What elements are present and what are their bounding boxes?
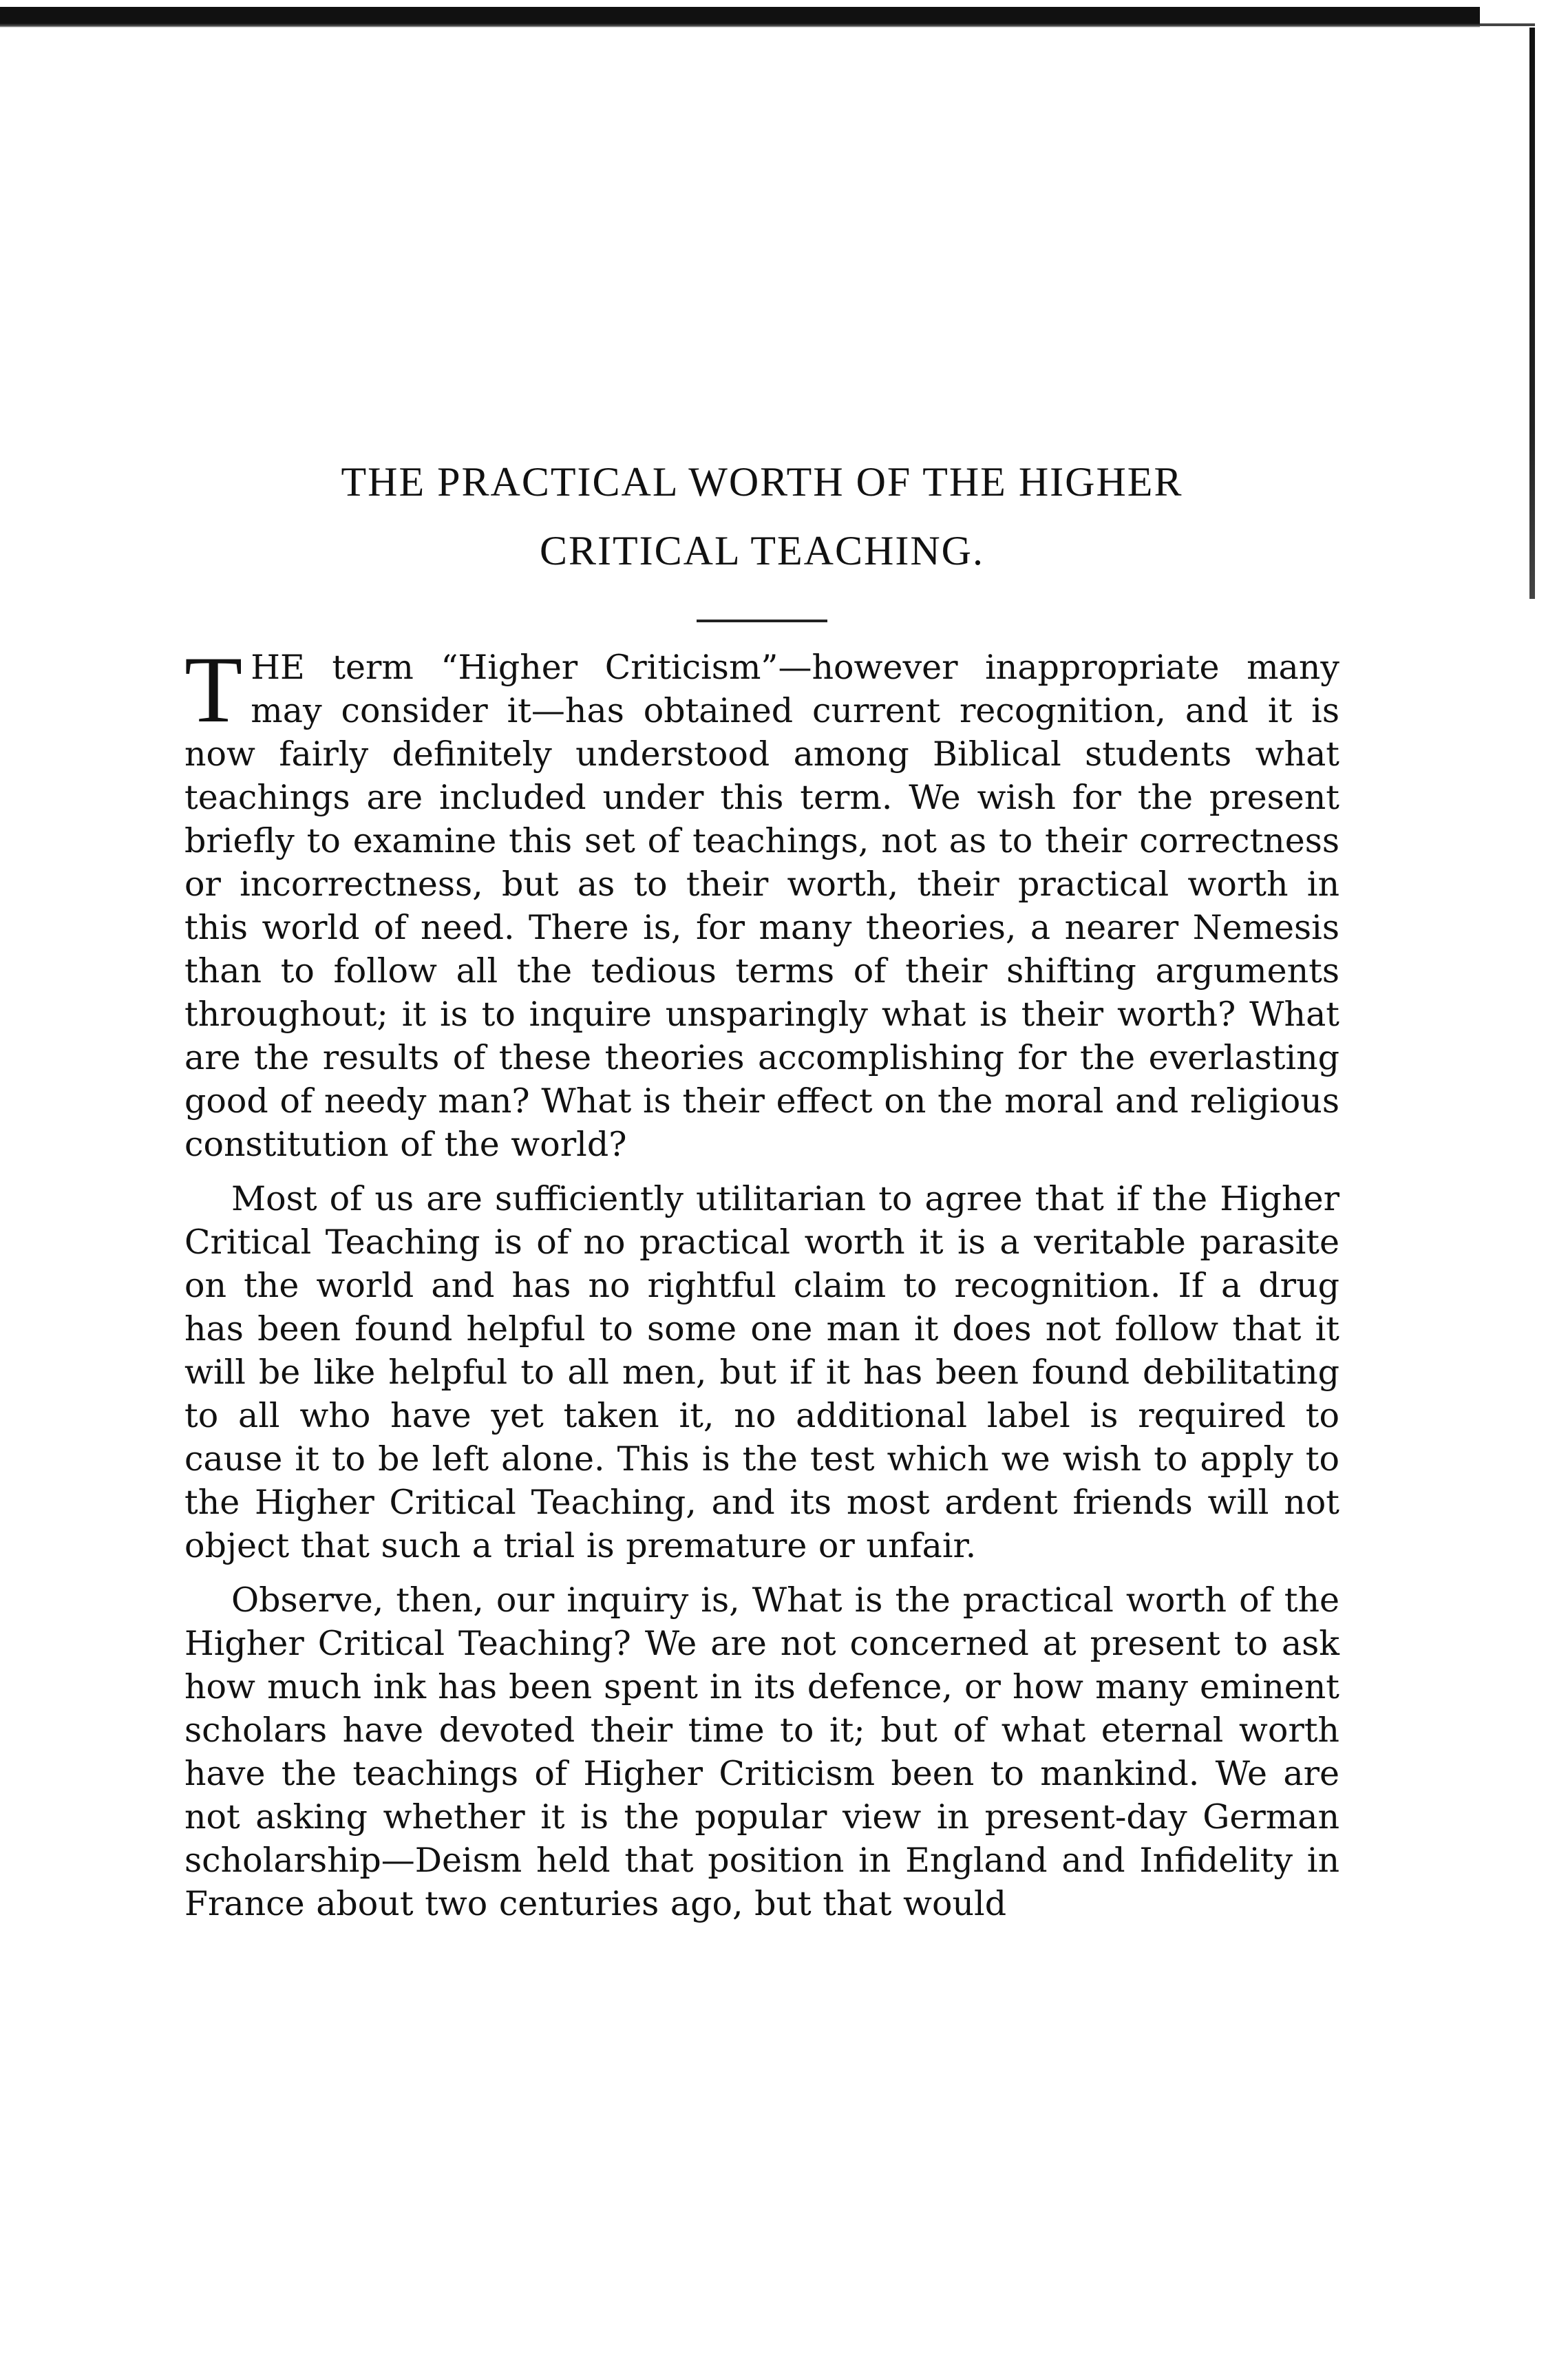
scan-right-edge — [1529, 28, 1535, 599]
title-divider — [697, 620, 827, 622]
scan-top-border-tail — [1480, 23, 1535, 26]
drop-cap: T — [184, 637, 243, 742]
paragraph-2: Most of us are sufficiently utilitarian to agree that if the Higher Critical Teaching is of no practical worth it is a veritable parasite on the world and has no rightful claim to recognition. If a drug has been found helpful to some one man it does not follow that it will be like helpful to all men, but if it has been found debilitating to all who have yet taken it, no additional label is required to cause it to be left alone. This is the test which we wish to apply to the Higher Critical Teaching, and its most ardent friends will not object that such a trial is premature or unfair. — [184, 1179, 1339, 1565]
article-title — [184, 447, 1339, 585]
paragraph-3: Observe, then, our inquiry is, What is the practical worth of the Higher Critical Teaching? We are not concerned at present to ask how much ink has been spent in its defence, or how many eminent scholars have devoted their time to it; but of what eternal worth have the teachings of Higher Criticism been to mankind. We are not asking whether it is the popular view in present-day German scholarship—Deism held that position in England and Infidelity in France about two centuries ago, but that would — [184, 1581, 1339, 1923]
article-title-line-2: CRITICAL TEACHING. — [540, 528, 984, 573]
article-title-line-1: THE PRACTICAL WORTH OF THE HIGHER — [341, 459, 1183, 505]
article — [184, 447, 1339, 1936]
paragraph-1 — [184, 637, 1339, 1166]
paragraph-1-text: HE term “Higher Criticism”—however inappropriate many may consider it—has obtained current recognition, and it is now fairly definitely understood among Biblical students what teachings are included under this term. We wish for the present briefly to examine this set of teachings, not as to their correctness or incorrectness, but as to their worth, their practical worth in this world of need. There is, for many theories, a nearer Nemesis than to follow all the tedious terms of their shifting arguments throughout; it is to inquire unsparingly what is their worth? What are the results of these theories accomplishing for the everlasting good of needy man? What is their effect on the moral and religious constitution of the world? — [184, 648, 1339, 1164]
scan-top-border — [0, 7, 1480, 28]
